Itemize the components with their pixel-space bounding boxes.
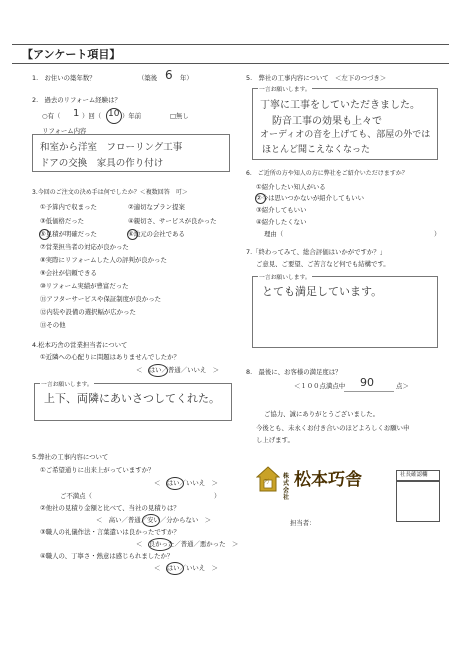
q5-s3-choices: ＜ 良かった／普通／悪かった ＞ <box>136 540 239 548</box>
q2-content-line2: ドアの交換 家具の作り付け <box>40 158 164 169</box>
q6-line4: ほとんど聞こえなくなった <box>262 145 371 155</box>
q9-text: 8. 最後に、お客様の満足度は？ <box>246 368 342 376</box>
q8-box-label: 一言お願いします。 <box>258 272 312 281</box>
company-name: 松本巧舎 <box>294 470 362 490</box>
q8-comment: とても満足しています。 <box>262 285 383 298</box>
q2-has: ○有（ <box>42 112 61 120</box>
q7-text: 6. ご近所の方や知人の方に弊社をご紹介いただけますか？ <box>246 170 408 177</box>
q9-score: 90 <box>360 376 374 389</box>
q6-box-label: 一言お願いします。 <box>258 84 312 93</box>
q2-year: 10 <box>108 109 120 119</box>
q7-reason: 理由（ <box>264 230 284 238</box>
closing-line2: 今後とも、未永くお付き合いのほどよろしくお願い申 <box>256 424 410 432</box>
page-title: 【アンケート項目】 <box>22 48 121 61</box>
q5-s2-choices: ＜ 高い／普通／安い／分からない ＞ <box>96 516 212 524</box>
q1-answer: 6 <box>165 68 173 82</box>
q3-option-3: ③低価格だった <box>40 217 85 225</box>
q8-sub: ご意見、ご要望、ご苦言など何でも結構です。 <box>256 260 390 268</box>
q4-box-label: 一言お願いします。 <box>40 379 94 388</box>
stamp-box[interactable] <box>396 480 440 522</box>
q5-s2: ②他社の見積り金額と比べて、当社の見積りは？ <box>40 504 180 512</box>
q7-option-1: ①紹介したい知人がいる <box>256 183 326 191</box>
q2-none: □無し <box>170 112 189 120</box>
q3-text: 3.今回のご注文の決め手は何でしたか？＜複数回答 可＞ <box>32 189 188 196</box>
q7-option-4: ④紹介したくない <box>256 218 307 226</box>
q3-option-5: ⑤見積が明確だった <box>40 230 97 238</box>
q4-choices: ＜ はい／普通／いいえ ＞ <box>136 366 220 374</box>
q7-option-2: ②今は思いつかないが紹介してもいい <box>256 194 364 202</box>
q5-s1-note: ご不満点（ <box>60 492 92 500</box>
q5-text: 5.弊社の工事内容について <box>32 453 109 461</box>
q3-option-8: ⑧実際にリフォームした人の評判が良かった <box>40 256 167 264</box>
q3-option-7: ⑦営業担当者の対応が良かった <box>40 243 129 251</box>
staff-name <box>316 519 322 527</box>
q3-option-10: ⑩リフォーム実績が豊富だった <box>40 282 129 290</box>
q1-unit: 年） <box>180 74 193 82</box>
q1-text: 1. お住いの築年数？ <box>32 74 96 82</box>
stamp-label: 社長確認欄 <box>400 472 428 478</box>
company-logo-char: 巧 <box>264 479 270 485</box>
q5-s3: ③職人の礼儀作法・言葉遣いは良かったですか？ <box>40 528 180 536</box>
closing-line1: ご協力、誠にありがとうございました。 <box>264 410 380 418</box>
q5-s1-choices: ＜ はい／いいえ ＞ <box>154 479 218 487</box>
q7-reason-end: ） <box>434 230 441 238</box>
q5-s1: ①ご希望通りに出来上がっていますか？ <box>40 466 155 474</box>
q3-option-13: ⑬その他 <box>40 321 66 329</box>
q3-option-4: ④親切さ、サービスが良かった <box>128 217 217 225</box>
q2-times-unit: ）回（ <box>82 112 102 120</box>
q2-content-line1: 和室から洋室 フローリング工事 <box>40 142 183 153</box>
q6-line1: 丁寧に工事をしていただきました。 <box>260 100 420 111</box>
q3-option-1: ①予算内で収まった <box>40 203 97 211</box>
q6-text: 5. 弊社の工事内容について ＜左下のつづき＞ <box>246 74 387 82</box>
q2-year-unit: ）年前 <box>122 112 142 120</box>
q7-option-3: ③紹介してもいい <box>256 206 307 214</box>
q4-text: 4.松本巧舎の営業担当者について <box>32 341 128 349</box>
q2-text: 2. 過去のリフォーム経験は？ <box>32 96 121 104</box>
q3-option-9: ⑨会社が信頼できる <box>40 269 97 277</box>
q9-sub: ＜１００点満点中 <box>294 382 346 390</box>
q4-comment: 上下、両隣にあいさつしてくれた。 <box>44 392 220 405</box>
q3-option-6: ⑥地元の会社である <box>128 230 185 238</box>
q5-s4: ④職人の、丁寧さ・熱意は感じられましたか？ <box>40 552 174 560</box>
q6-line3: オーディオの音を上げても、部屋の外では <box>260 130 431 140</box>
company-kabushiki: 株式会社 <box>283 473 290 501</box>
staff-label: 担当者： <box>290 519 316 527</box>
q8-text: 7.「終わってみて、総合評価はいかがですか？」 <box>246 248 387 256</box>
q2-content-label: リフォーム内容 <box>42 127 87 135</box>
q4-sub: ①近隣への心配りに問題はありませんでしたか？ <box>40 353 180 361</box>
q1-prefix: （築後 <box>138 74 158 82</box>
q6-line2: 防音工事の効果も上々で <box>272 116 382 127</box>
q3-option-11: ⑪アフターサービスや保証制度が良かった <box>40 295 161 303</box>
q2-times: 1 <box>73 108 80 119</box>
q9-score-line <box>344 391 394 392</box>
q5-s4-choices: ＜ はい／いいえ ＞ <box>154 564 218 572</box>
closing-line3: し上げます。 <box>256 436 294 444</box>
q5-s1-note-end: ） <box>214 492 221 500</box>
q9-unit: 点＞ <box>396 382 409 390</box>
q3-option-2: ②適切なプラン提案 <box>128 203 185 211</box>
q3-option-12: ⑫内装や設備の選択幅が広かった <box>40 308 136 316</box>
